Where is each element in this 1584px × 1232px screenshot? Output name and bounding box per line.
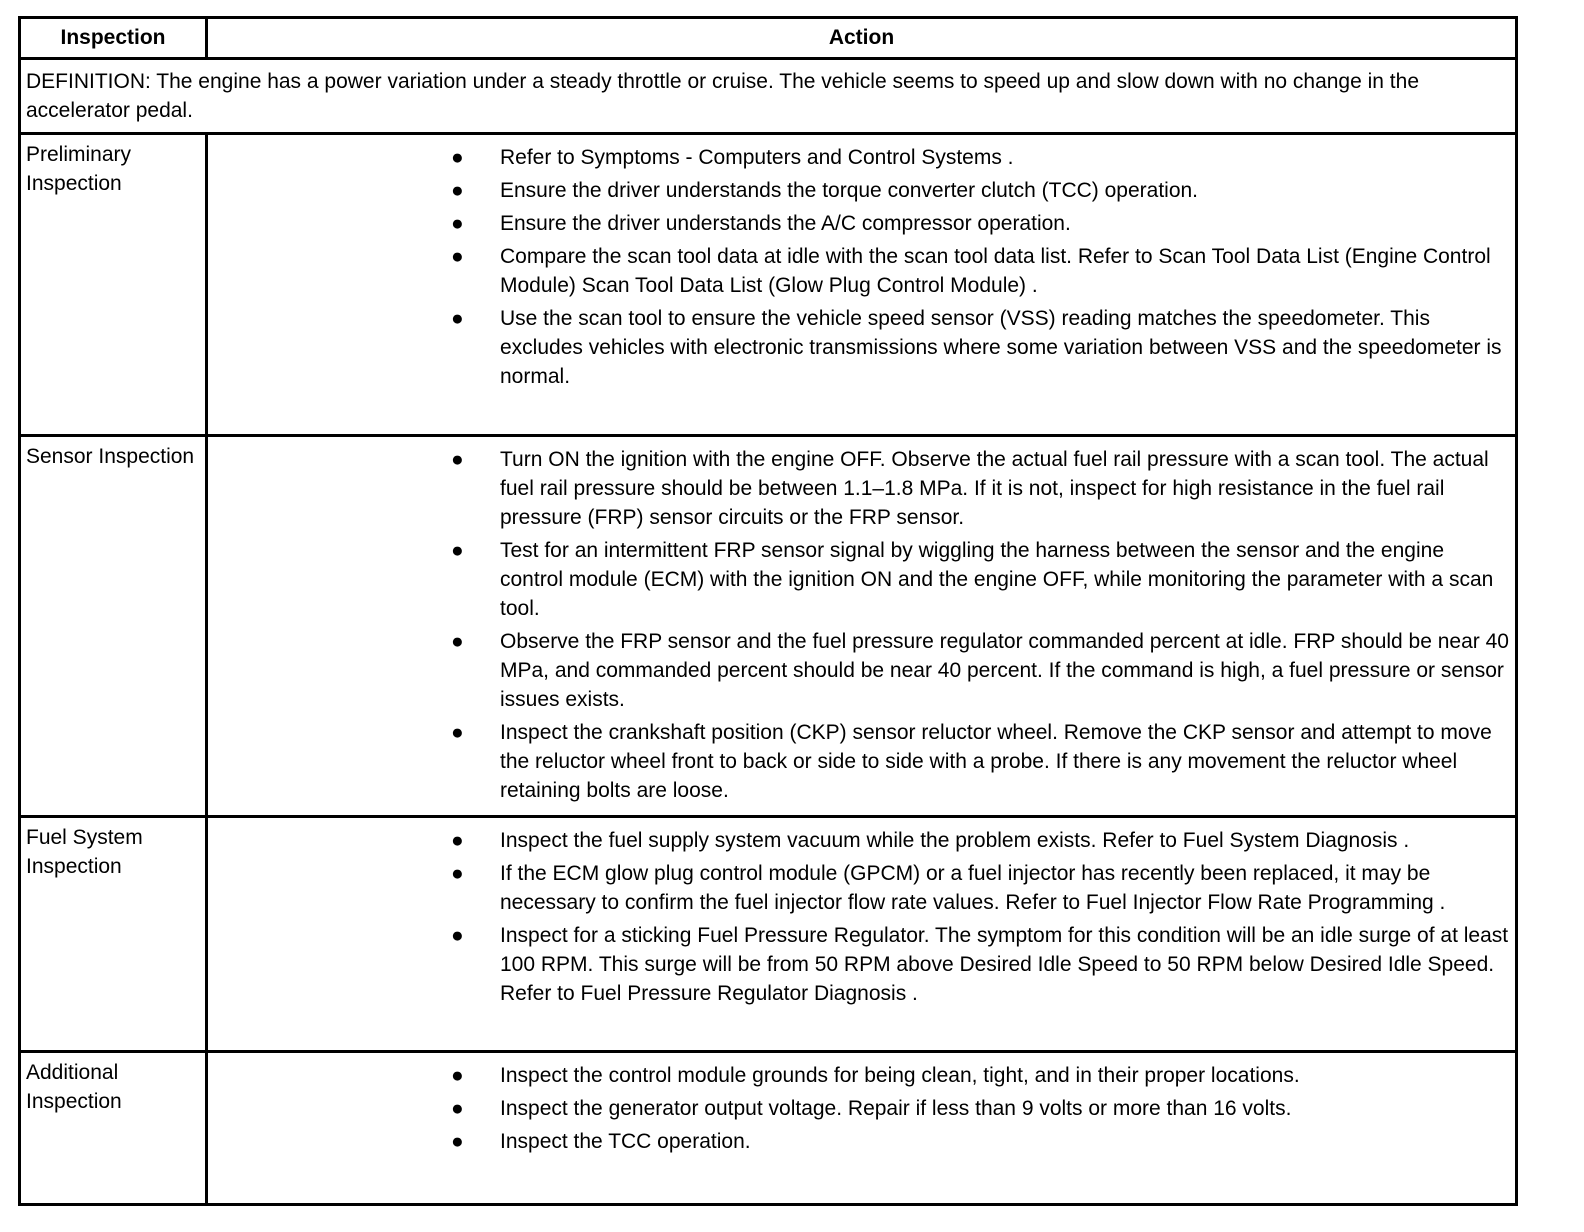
header-inspection: Inspection <box>21 19 208 57</box>
bullet-icon: ● <box>451 829 464 852</box>
list-item <box>208 536 1509 623</box>
section-actions <box>208 135 1515 434</box>
bullet-icon: ● <box>451 245 464 268</box>
inspection-table <box>18 16 1518 1206</box>
list-item <box>208 1061 1509 1090</box>
section-row-preliminary <box>21 135 1515 437</box>
item-text: Inspect the generator output voltage. Repair if less than 9 volts or more than 16 volts. <box>500 1097 1292 1120</box>
action-list <box>208 818 1515 1008</box>
list-item <box>208 1094 1509 1123</box>
list-item <box>208 176 1509 205</box>
table-header-row <box>21 19 1515 60</box>
item-text: Inspect the TCC operation. <box>500 1130 751 1153</box>
list-item <box>208 921 1509 1008</box>
item-text: Inspect for a sticking Fuel Pressure Regulator. The symptom for this condition will be an idle surge of at least 100 RPM. This surge will be from 50 RPM above Desired Idle Speed to 50 RPM below Desired Idle Speed. Refer to Fuel Pressure Regulator Diagnosis . <box>500 924 1509 1005</box>
list-item <box>208 445 1509 532</box>
item-text: Inspect the crankshaft position (CKP) sensor reluctor wheel. Remove the CKP sensor and attempt to move the reluctor wheel front to back or side to side with a probe. If there is any movement the reluctor wheel retaining bolts are loose. <box>500 721 1492 802</box>
list-item <box>208 859 1509 917</box>
section-row-fuel-system <box>21 818 1515 1053</box>
list-item <box>208 209 1509 238</box>
bullet-icon: ● <box>451 146 464 169</box>
item-text: Ensure the driver understands the A/C compressor operation. <box>500 212 1071 235</box>
action-list <box>208 437 1515 805</box>
bullet-icon: ● <box>451 1130 464 1153</box>
header-action: Action <box>828 26 895 49</box>
item-text: Inspect the fuel supply system vacuum while the problem exists. Refer to Fuel System Diagnosis . <box>500 829 1410 852</box>
section-label: Sensor Inspection <box>21 437 208 815</box>
list-item <box>208 718 1509 805</box>
list-item <box>208 143 1509 172</box>
list-item <box>208 627 1509 714</box>
list-item <box>208 1127 1509 1156</box>
item-text: Ensure the driver understands the torque converter clutch (TCC) operation. <box>500 179 1199 202</box>
item-text: Observe the FRP sensor and the fuel pressure regulator commanded percent at idle. FRP should be near 40 MPa, and commanded percent should be near 40 percent. If the command is high, a fuel pressure or sensor issues exists. <box>500 630 1509 711</box>
section-actions <box>208 437 1515 815</box>
bullet-icon: ● <box>451 539 464 562</box>
item-text: Test for an intermittent FRP sensor signal by wiggling the harness between the sensor and the engine control module (ECM) with the ignition ON and the engine OFF, while monitoring the parameter with a scan tool. <box>500 539 1494 620</box>
list-item <box>208 242 1509 300</box>
section-row-sensor <box>21 437 1515 818</box>
item-text: Refer to Symptoms - Computers and Control Systems . <box>500 146 1014 169</box>
bullet-icon: ● <box>451 630 464 653</box>
bullet-icon: ● <box>451 448 464 471</box>
bullet-icon: ● <box>451 1097 464 1120</box>
list-item <box>208 304 1509 391</box>
bullet-icon: ● <box>451 924 464 947</box>
section-label: Additional Inspection <box>21 1053 208 1203</box>
section-label: Preliminary Inspection <box>21 135 208 434</box>
section-label: Fuel System Inspection <box>21 818 208 1050</box>
item-text: Turn ON the ignition with the engine OFF. Observe the actual fuel rail pressure with a scan tool. The actual fuel rail pressure should be between 1.1–1.8 MPa. If it is not, inspect for high resistance in the fuel rail pressure (FRP) sensor circuits or the FRP sensor. <box>500 448 1489 529</box>
bullet-icon: ● <box>451 212 464 235</box>
section-actions <box>208 818 1515 1050</box>
section-actions <box>208 1053 1515 1203</box>
item-text: Compare the scan tool data at idle with the scan tool data list. Refer to Scan Tool Data List (Engine Control Module) Scan Tool Data List (Glow Plug Control Module) . <box>500 245 1491 297</box>
action-list <box>208 1053 1515 1156</box>
section-row-additional <box>21 1053 1515 1203</box>
definition-row <box>21 60 1515 135</box>
list-item <box>208 826 1509 855</box>
item-text: Inspect the control module grounds for being clean, tight, and in their proper locations. <box>500 1064 1300 1087</box>
bullet-icon: ● <box>451 1064 464 1087</box>
action-list <box>208 135 1515 391</box>
item-text: If the ECM glow plug control module (GPCM) or a fuel injector has recently been replaced, it may be necessary to confirm the fuel injector flow rate values. Refer to Fuel Injector Flow Rate Programming . <box>500 862 1446 914</box>
bullet-icon: ● <box>451 721 464 744</box>
bullet-icon: ● <box>451 179 464 202</box>
bullet-icon: ● <box>451 307 464 330</box>
item-text: Use the scan tool to ensure the vehicle speed sensor (VSS) reading matches the speedometer. This excludes vehicles with electronic transmissions where some variation between VSS and the speedometer is normal. <box>500 307 1502 388</box>
definition-text: DEFINITION: The engine has a power variation under a steady throttle or cruise. The vehicle seems to speed up and slow down with no change in the accelerator pedal. <box>26 70 1419 122</box>
bullet-icon: ● <box>451 862 464 885</box>
